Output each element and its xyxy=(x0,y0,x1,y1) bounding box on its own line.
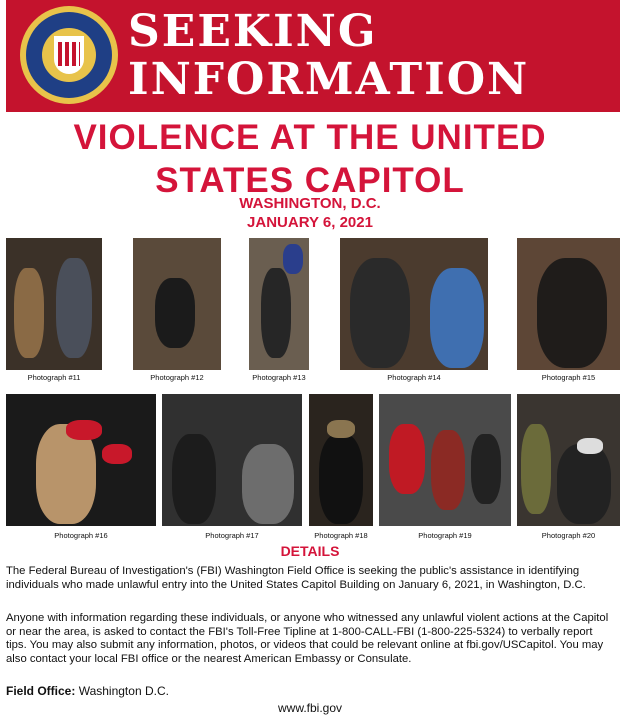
caption-19: Photograph #19 xyxy=(418,531,472,540)
photograph-12 xyxy=(133,238,221,370)
caption-13: Photograph #13 xyxy=(252,373,306,382)
photograph-19 xyxy=(379,394,511,526)
headline-line2: STATES CAPITOL xyxy=(155,161,465,200)
photograph-20 xyxy=(517,394,620,526)
website-url: www.fbi.gov xyxy=(277,701,343,715)
caption-12: Photograph #12 xyxy=(150,373,204,382)
details-paragraph-2: Anyone with information regarding these individuals, or anyone who witnessed any unlawful violent actions at the Capitol or near the area, is asked to contact the FBI's Toll-Free Tipline at 1-800-CALL-FBI (1-800-225-5324) to verbally report tips. You may also submit any information, photos, or videos that could be relevant online at fbi.gov/USCapitol. You may also contact your local FBI office or the nearest American Embassy or Consulate. xyxy=(6,612,609,665)
field-office xyxy=(6,684,169,698)
caption-18: Photograph #18 xyxy=(314,531,368,540)
photograph-18 xyxy=(309,394,373,526)
details-heading: DETAILS xyxy=(280,543,340,559)
headline-line1: VIOLENCE AT THE UNITED xyxy=(73,118,547,157)
photograph-14 xyxy=(340,238,488,370)
banner-title xyxy=(128,8,529,104)
banner-title-line1: SEEKING xyxy=(128,6,378,57)
headline xyxy=(0,116,620,202)
caption-16: Photograph #16 xyxy=(54,531,108,540)
photograph-15 xyxy=(517,238,620,370)
fbi-seal-logo xyxy=(20,6,118,104)
caption-17: Photograph #17 xyxy=(205,531,259,540)
details-paragraph-1: The Federal Bureau of Investigation's (FBI) Washington Field Office is seeking the public's assistance in identifying individuals who made unlawful entry into the United States Capitol Building on January 6, 2021, in Washington, D.C. xyxy=(6,565,586,591)
caption-11: Photograph #11 xyxy=(27,373,81,382)
banner-title-line2: INFORMATION xyxy=(128,54,530,105)
caption-14: Photograph #14 xyxy=(387,373,441,382)
caption-20: Photograph #20 xyxy=(541,531,596,540)
date: JANUARY 6, 2021 xyxy=(247,214,373,231)
caption-15: Photograph #15 xyxy=(541,373,596,382)
field-office-value: Washington D.C. xyxy=(78,684,169,698)
photograph-17 xyxy=(162,394,302,526)
photograph-13 xyxy=(249,238,309,370)
seeking-information-banner xyxy=(6,0,620,112)
photograph-16 xyxy=(6,394,156,526)
location: WASHINGTON, D.C. xyxy=(239,195,381,212)
field-office-label: Field Office: xyxy=(6,684,76,698)
photograph-11 xyxy=(6,238,102,370)
